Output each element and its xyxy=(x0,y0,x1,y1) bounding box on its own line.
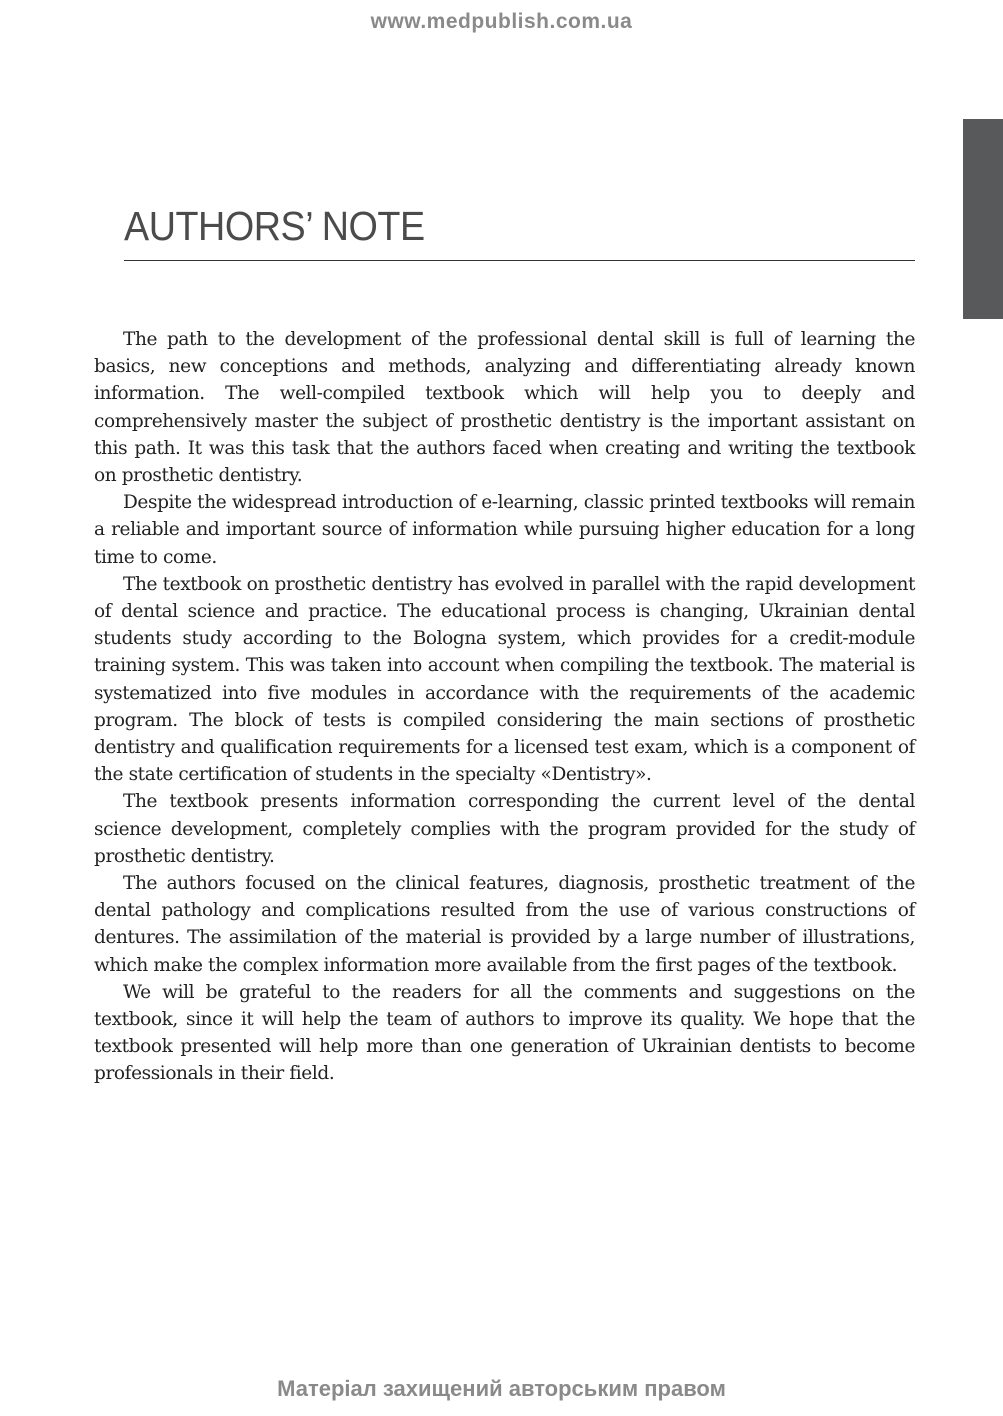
paragraph: The path to the development of the professional dental skill is full of learning the basics, new conceptions and methods, analyzing and differentiating already known information. The well-compiled textbook which will help you to deeply and comprehensively master the subject of prosthetic dentistry is the important assistant on this path. It was this task that the authors faced when creating and writing the textbook on prosthetic dentistry. xyxy=(94,329,915,487)
site-url-header: www.medpublish.com.ua xyxy=(370,10,633,33)
copyright-footer: Матеріал захищений авторським правом xyxy=(277,1376,726,1401)
body-text xyxy=(94,326,915,1088)
title-underline-divider xyxy=(124,260,915,261)
paragraph: The textbook presents information corresponding the current level of the dental science development, completely complies with the program provided for the study of prosthetic dentistry. xyxy=(94,791,915,867)
paragraph: Despite the widespread introduction of e-learning, classic printed textbooks will remain a reliable and important source of information while pursuing higher education for a long time to come. xyxy=(94,492,915,568)
chapter-side-tab xyxy=(963,119,1003,319)
paragraph: The authors focused on the clinical features, diagnosis, prosthetic treatment of the dental pathology and complications resulted from the use of various constructions of dentures. The assimilation of the material is provided by a large number of illustrations, which make the complex information more available from the first pages of the textbook. xyxy=(94,873,915,976)
paragraph: We will be grateful to the readers for all the comments and suggestions on the textbook, since it will help the team of authors to improve its quality. We hope that the textbook presented will help more than one generation of Ukrainian dentists to become professionals in their field. xyxy=(94,981,915,1085)
section-title: AUTHORS’ NOTE xyxy=(124,203,425,249)
paragraph: The textbook on prosthetic dentistry has evolved in parallel with the rapid development of dental science and practice. The educational process is changing, Ukrainian dental students study according to the Bologna system, which provides for a credit-module training system. This was taken into account when compiling the textbook. The material is systematized into five modules in accordance with the requirements of the academic program. The block of tests is compiled considering the main sections of prosthetic dentistry and qualification requirements for a licensed test exam, which is a component of the state certification of students in the specialty «Dentistry». xyxy=(94,573,915,786)
